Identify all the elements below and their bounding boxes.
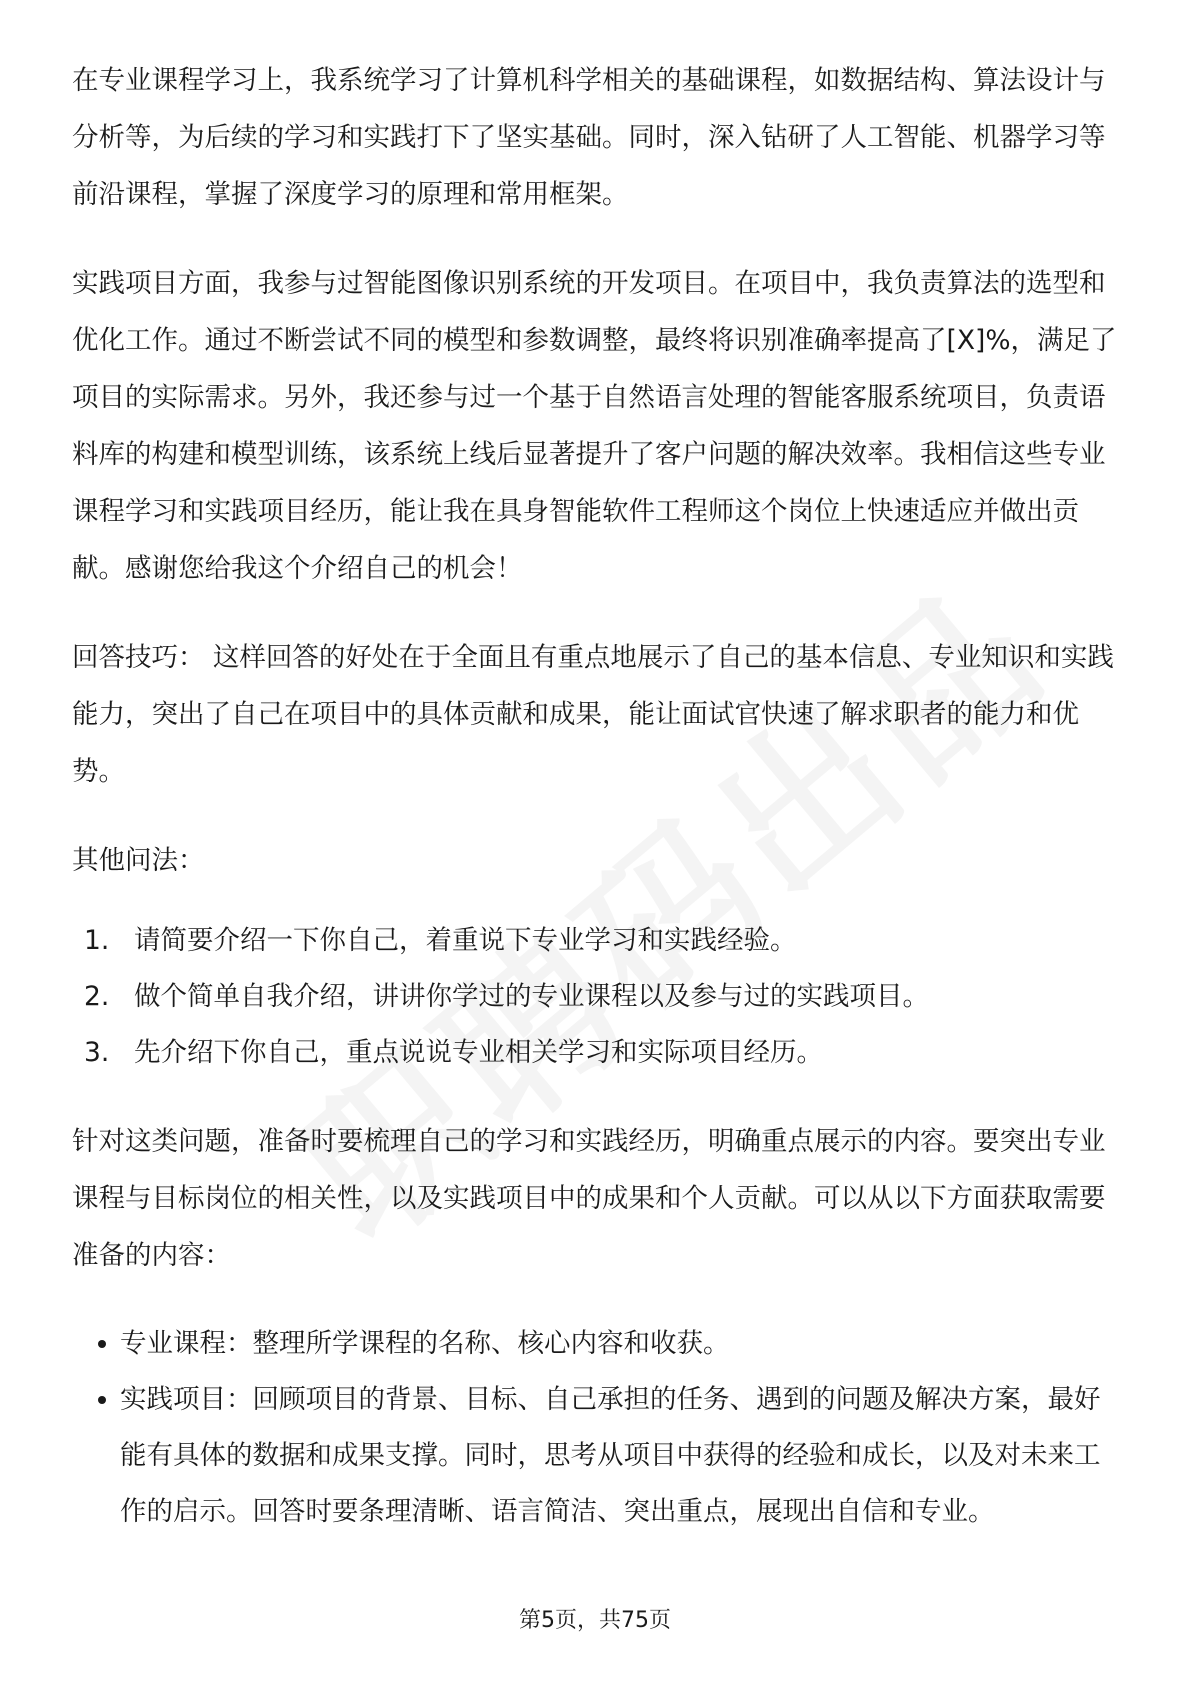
bullet-item — [72, 1316, 1122, 1372]
bullet-text: 专业课程：整理所学课程的名称、核心内容和收获。 — [120, 1328, 730, 1359]
list-item-text: 做个简单自我介绍，讲讲你学过的专业课程以及参与过的实践项目。 — [134, 981, 929, 1012]
paragraph-tips: 回答技巧： 这样回答的好处在于全面且有重点地展示了自己的基本信息、专业知识和实践能力，突出了自己在项目中的具体贡献和成果，能让面试官快速了解求职者的能力和优势。 — [72, 642, 1114, 787]
list-item-text: 请简要介绍一下你自己，着重说下专业学习和实践经验。 — [134, 925, 797, 956]
bullet-icon — [72, 1372, 120, 1540]
other-questions-heading: 其他问法： — [72, 845, 205, 876]
list-number: 2. — [84, 981, 110, 1012]
list-number: 1. — [84, 925, 110, 956]
bullet-item — [72, 1372, 1122, 1540]
list-number: 3. — [84, 1037, 110, 1068]
bullet-text: 实践项目：回顾项目的背景、目标、自己承担的任务、遇到的问题及解决方案，最好能有具体的数据和成果支撑。同时，思考从项目中获得的经验和成长，以及对未来工作的启示。回答时要条理清晰、语言简洁、突出重点，展现出自信和专业。 — [120, 1384, 1101, 1527]
document-body — [72, 52, 1122, 1540]
list-item — [72, 913, 1122, 969]
page-footer: 第5页，共75页 — [519, 1608, 671, 1633]
bullet-icon — [72, 1316, 120, 1372]
preparation-list — [72, 1316, 1122, 1540]
list-item-text: 先介绍下你自己，重点说说专业相关学习和实际项目经历。 — [134, 1037, 823, 1068]
paragraph-courses: 在专业课程学习上，我系统学习了计算机科学相关的基础课程，如数据结构、算法设计与分析等，为后续的学习和实践打下了坚实基础。同时，深入钻研了人工智能、机器学习等前沿课程，掌握了深度学习的原理和常用框架。 — [72, 65, 1106, 210]
paragraph-projects: 实践项目方面，我参与过智能图像识别系统的开发项目。在项目中，我负责算法的选型和优化工作。通过不断尝试不同的模型和参数调整，最终将识别准确率提高了[X]%，满足了项目的实际需求。另外，我还参与过一个基于自然语言处理的智能客服系统项目，负责语料库的构建和模型训练，该系统上线后显著提升了客户问题的解决效率。我相信这些专业课程学习和实践项目经历，能让我在具身智能软件工程师这个岗位上快速适应并做出贡献。感谢您给我这个介绍自己的机会！ — [72, 268, 1117, 584]
paragraph-preparation: 针对这类问题，准备时要梳理自己的学习和实践经历，明确重点展示的内容。要突出专业课程与目标岗位的相关性，以及实践项目中的成果和个人贡献。可以从以下方面获取需要准备的内容： — [72, 1126, 1106, 1271]
other-questions-list — [72, 913, 1122, 1081]
list-item — [72, 969, 1122, 1025]
list-item — [72, 1025, 1122, 1081]
